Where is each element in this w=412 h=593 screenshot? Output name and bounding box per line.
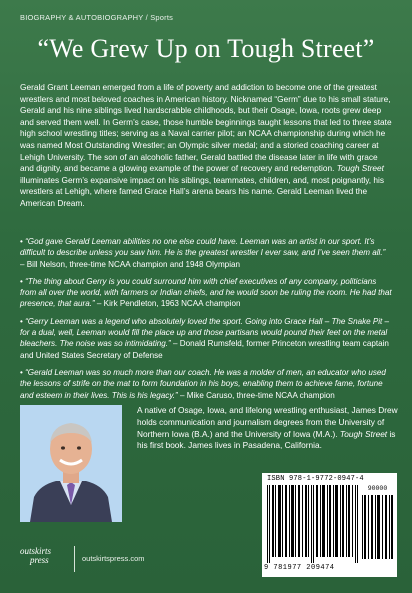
- publisher-logo: [20, 547, 70, 573]
- quote-item: • “The thing about Gerry is you could surround him with chief executives of any company, politicians from all over the world, with farmers or Indian chiefs, and he would soon be ruling the room. He had that presence, that aura.” – Kirk Pendleton, 1963 NCAA champion: [20, 276, 392, 309]
- quote-item: • “Gerald Leeman was so much more than our coach. He was a molder of men, an educator who used the lessons of strife on the mat to form foundation in his boys, enabling them to achieve fame, fortune and esteem in their lives. This is his legacy.” – Mike Caruso, three-time NCAA champion: [20, 367, 386, 400]
- quote-text: “The thing about Gerry is you could surround him with chief executives of any company, politicians from all over the world, with farmers or Indian chiefs, and he would soon be ruling the room. He had that presence, that aura.”: [20, 276, 392, 309]
- barcode-bars-icon: [267, 485, 358, 563]
- summary-title-italic: Tough Street: [336, 163, 384, 174]
- book-category: BIOGRAPHY & AUTOBIOGRAPHY / Sports: [20, 13, 174, 22]
- quote-text: “Gerry Leeman was a legend who absolutely loved the sport. Going into Grace Hall – The Snake Pit – for a dual, well, Leeman would fill the place up and those partisans would pound their feet on the metal bleachers. The noise was so intimidating.”: [20, 316, 390, 349]
- endorsement-quotes: [20, 236, 392, 407]
- author-bio-title-italic: Tough Street: [339, 428, 388, 439]
- summary-text-2: illuminates Germ’s expansive impact on his siblings, teammates, children, and, most poignantly, his wrestlers at Lehigh, where famed Grace Hall’s arena bears his name. Gerald Leeman lived the American Dream.: [20, 174, 385, 208]
- barcode-digits: 9 781977 209474: [264, 564, 335, 572]
- quote-attribution: – Bill Nelson, three-time NCAA champion and 1948 Olympian: [20, 259, 240, 269]
- quote-attribution: – Kirk Pendleton, 1963 NCAA champion: [94, 299, 241, 309]
- quote-attribution: – Mike Caruso, three-time NCAA champion: [177, 390, 335, 400]
- author-portrait-illustration: [20, 405, 122, 522]
- isbn-barcode: [262, 473, 397, 577]
- author-bio-text-2: is his first book. James lives in Pasadena, California.: [137, 428, 396, 451]
- addon-barcode-bars-icon: [362, 485, 393, 559]
- author-bio: [137, 405, 399, 452]
- isbn-number: ISBN 978-1-9772-0947-4: [267, 475, 364, 483]
- book-summary: [20, 82, 392, 210]
- quote-item: • “Gerry Leeman was a legend who absolutely loved the sport. Going into Grace Hall – The Snake Pit – for a dual, well, Leeman would fill the place up and those partisans would pound their feet on the metal bleachers. The noise was so intimidating.” – Donald Rumsfeld, former Princeton wrestling team captain and United States Secretary of Defense: [20, 316, 390, 360]
- book-title: “We Grew Up on Tough Street”: [37, 34, 375, 63]
- publisher-logo-line2: press: [30, 555, 49, 565]
- price-addon-number: 90000: [367, 485, 388, 492]
- publisher-url: outskirtspress.com: [82, 554, 145, 563]
- author-bio-text-1: A native of Osage, Iowa, and lifelong wrestling enthusiast, James Drew holds communication and journalism degrees from the University of Northern Iowa (B.A.) and the University of Iowa (M.A.).: [137, 405, 398, 439]
- quote-item: • “God gave Gerald Leeman abilities no one else could have. Leeman was an artist in our sport. It’s difficult to describe unless you saw him. He is the greatest wrestler I ever saw, and I’ve seen them all.” – Bill Nelson, three-time NCAA champion and 1948 Olympian: [20, 237, 386, 269]
- quote-text: “Gerald Leeman was so much more than our coach. He was a molder of men, an educator who used the lessons of strife on the mat to form foundation in his boys, enabling them to achieve fame, fortune and esteem in their lives. This is his legacy.”: [20, 367, 386, 400]
- author-photo: [20, 405, 122, 522]
- publisher-logo-line1: outskirts: [20, 546, 52, 556]
- quote-attribution: – Donald Rumsfeld, former Princeton wrestling team captain and United States Secretary of Defense: [20, 339, 389, 360]
- summary-text-1: Gerald Grant Leeman emerged from a life of poverty and addiction to become one of the greatest wrestlers and most beloved coaches in American history. Nicknamed “Germ” due to his small stature, Gerald and his nine siblings lived hardscrabble childhoods, but their Osage, Iowa, roots grew deep and served them well. In Germ’s case, those humble beginnings taught lessons that led to three state high school wrestling titles; serving as a Naval carrier pilot; an NCAA championship during which he was named Most Outstanding Wrestler; an Olympic silver medal; and a storied coaching career at Lehigh University. The son of an alcoholic father, Gerald battled the disease later in life with grace and dignity, and became a glowing example of the power of recovery and redemption.: [20, 82, 392, 174]
- publisher-divider: [74, 546, 75, 572]
- quote-text: “God gave Gerald Leeman abilities no one else could have. Leeman was an artist in our sport. It’s difficult to describe unless you saw him. He is the greatest wrestler I ever saw, and I’ve seen them all.”: [20, 237, 386, 258]
